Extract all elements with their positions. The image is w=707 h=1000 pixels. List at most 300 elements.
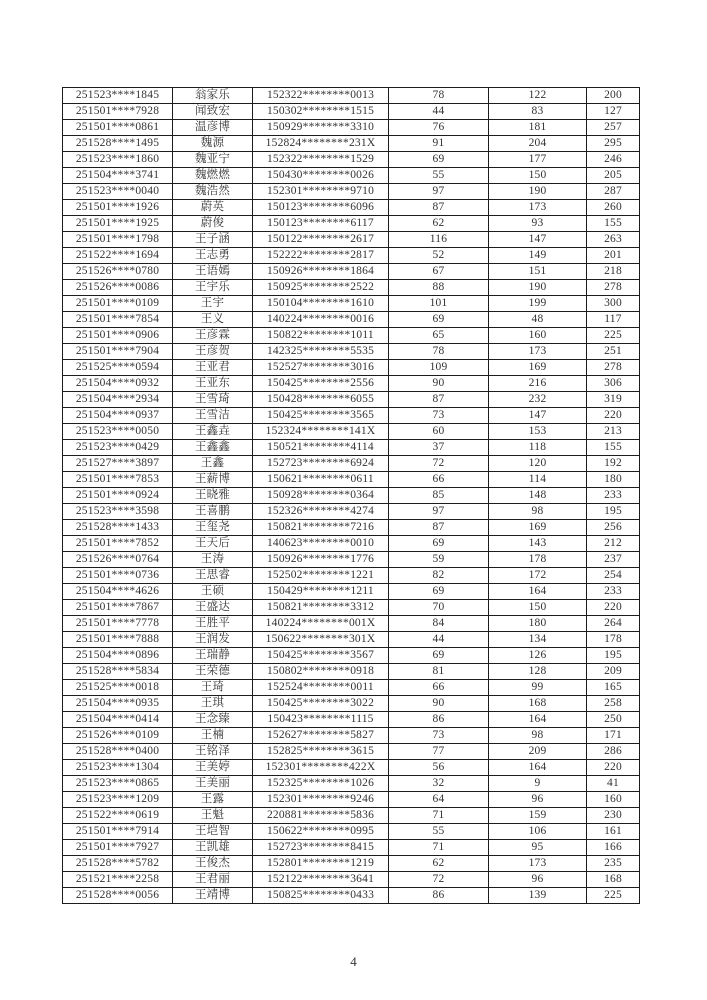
cell-score-1: 72 [389,872,489,888]
cell-score-1: 77 [389,744,489,760]
cell-name: 王美婷 [173,760,253,776]
table-row [63,840,640,856]
cell-score-2: 95 [489,840,587,856]
cell-score-1: 69 [389,536,489,552]
cell-name: 王宇 [173,296,253,312]
cell-score-2: 96 [489,792,587,808]
cell-name: 王宇乐 [173,280,253,296]
cell-score-2: 190 [489,184,587,200]
cell-score-1: 97 [389,184,489,200]
cell-score-2: 98 [489,504,587,520]
cell-total: 200 [587,88,640,104]
cell-score-1: 88 [389,280,489,296]
table-row [63,744,640,760]
cell-total: 205 [587,168,640,184]
cell-name: 王垲智 [173,824,253,840]
table-row [63,632,640,648]
cell-name: 王鑫鑫 [173,440,253,456]
table-row [63,856,640,872]
cell-score-1: 44 [389,104,489,120]
cell-id-number: 152301********9246 [253,792,389,808]
cell-id-number: 150622********301X [253,632,389,648]
cell-exam-id: 251501****7904 [63,344,173,360]
cell-score-1: 87 [389,520,489,536]
cell-score-2: 114 [489,472,587,488]
cell-total: 209 [587,664,640,680]
cell-name: 王薪博 [173,472,253,488]
cell-score-1: 73 [389,408,489,424]
cell-score-1: 90 [389,376,489,392]
cell-score-2: 173 [489,200,587,216]
cell-name: 王彦霖 [173,328,253,344]
cell-exam-id: 251527****3897 [63,456,173,472]
cell-total: 319 [587,392,640,408]
cell-id-number: 152324********141X [253,424,389,440]
cell-id-number: 152723********6924 [253,456,389,472]
cell-id-number: 140623********0010 [253,536,389,552]
cell-total: 254 [587,568,640,584]
table-row [63,136,640,152]
cell-score-1: 32 [389,776,489,792]
table-row [63,536,640,552]
table-row [63,280,640,296]
cell-score-2: 150 [489,168,587,184]
cell-score-2: 178 [489,552,587,568]
cell-score-2: 209 [489,744,587,760]
cell-score-2: 216 [489,376,587,392]
cell-name: 王喜鹏 [173,504,253,520]
cell-score-2: 148 [489,488,587,504]
cell-total: 168 [587,872,640,888]
cell-score-1: 97 [389,504,489,520]
cell-score-2: 139 [489,888,587,904]
cell-id-number: 150425********3022 [253,696,389,712]
cell-score-2: 147 [489,232,587,248]
cell-score-1: 65 [389,328,489,344]
cell-name: 魏浩然 [173,184,253,200]
cell-name: 王鑫垚 [173,424,253,440]
cell-score-2: 99 [489,680,587,696]
table-row [63,408,640,424]
cell-score-2: 180 [489,616,587,632]
cell-name: 王志勇 [173,248,253,264]
table-row [63,616,640,632]
table-row [63,120,640,136]
cell-exam-id: 251528****5782 [63,856,173,872]
cell-exam-id: 251501****1926 [63,200,173,216]
cell-id-number: 152301********422X [253,760,389,776]
cell-score-2: 126 [489,648,587,664]
cell-score-2: 199 [489,296,587,312]
table-row [63,264,640,280]
table-row [63,168,640,184]
cell-name: 蔚英 [173,200,253,216]
cell-exam-id: 251523****1209 [63,792,173,808]
cell-score-1: 86 [389,888,489,904]
cell-name: 王子涵 [173,232,253,248]
cell-name: 王雪琦 [173,392,253,408]
page-number: 4 [350,954,357,969]
cell-exam-id: 251523****0865 [63,776,173,792]
cell-total: 306 [587,376,640,392]
cell-id-number: 152723********8415 [253,840,389,856]
cell-total: 220 [587,408,640,424]
cell-score-1: 52 [389,248,489,264]
cell-exam-id: 251501****0109 [63,296,173,312]
cell-name: 王胜平 [173,616,253,632]
cell-id-number: 152322********0013 [253,88,389,104]
cell-id-number: 150621********0611 [253,472,389,488]
cell-exam-id: 251501****7927 [63,840,173,856]
cell-total: 225 [587,328,640,344]
table-row [63,456,640,472]
cell-id-number: 152825********3615 [253,744,389,760]
cell-total: 201 [587,248,640,264]
cell-score-1: 62 [389,856,489,872]
cell-name: 王硕 [173,584,253,600]
table-row [63,824,640,840]
cell-name: 王鑫 [173,456,253,472]
cell-score-1: 71 [389,808,489,824]
cell-id-number: 152326********4274 [253,504,389,520]
cell-exam-id: 251523****0050 [63,424,173,440]
table-row [63,392,640,408]
cell-name: 王君丽 [173,872,253,888]
cell-score-2: 128 [489,664,587,680]
cell-exam-id: 251528****1495 [63,136,173,152]
table-row [63,664,640,680]
cell-score-2: 169 [489,360,587,376]
cell-exam-id: 251526****0764 [63,552,173,568]
cell-name: 王琪 [173,696,253,712]
cell-total: 171 [587,728,640,744]
cell-score-2: 204 [489,136,587,152]
cell-total: 127 [587,104,640,120]
cell-exam-id: 251501****0906 [63,328,173,344]
cell-exam-id: 251522****1694 [63,248,173,264]
cell-exam-id: 251526****0086 [63,280,173,296]
cell-score-1: 87 [389,200,489,216]
cell-total: 233 [587,488,640,504]
cell-name: 魏燃燃 [173,168,253,184]
cell-name: 王晓雅 [173,488,253,504]
cell-score-1: 84 [389,616,489,632]
cell-exam-id: 251526****0109 [63,728,173,744]
cell-id-number: 152222********2817 [253,248,389,264]
cell-score-1: 91 [389,136,489,152]
cell-score-2: 149 [489,248,587,264]
cell-id-number: 152301********9710 [253,184,389,200]
cell-score-1: 82 [389,568,489,584]
cell-score-2: 169 [489,520,587,536]
cell-id-number: 140224********0016 [253,312,389,328]
table-row [63,872,640,888]
cell-total: 257 [587,120,640,136]
cell-score-1: 69 [389,584,489,600]
cell-score-2: 106 [489,824,587,840]
cell-exam-id: 251523****0040 [63,184,173,200]
cell-total: 264 [587,616,640,632]
cell-exam-id: 251523****0429 [63,440,173,456]
cell-id-number: 150122********2617 [253,232,389,248]
cell-score-2: 160 [489,328,587,344]
cell-name: 王美丽 [173,776,253,792]
cell-id-number: 150429********1211 [253,584,389,600]
cell-exam-id: 251525****0018 [63,680,173,696]
cell-exam-id: 251528****0400 [63,744,173,760]
cell-total: 195 [587,504,640,520]
cell-score-2: 173 [489,344,587,360]
cell-exam-id: 251526****0780 [63,264,173,280]
cell-name: 王润发 [173,632,253,648]
cell-score-2: 153 [489,424,587,440]
cell-score-2: 150 [489,600,587,616]
cell-id-number: 150425********2556 [253,376,389,392]
cell-score-1: 116 [389,232,489,248]
cell-name: 王靖博 [173,888,253,904]
cell-score-1: 69 [389,312,489,328]
cell-exam-id: 251528****5834 [63,664,173,680]
score-table [62,87,640,904]
table-row [63,88,640,104]
cell-score-1: 64 [389,792,489,808]
cell-exam-id: 251528****0056 [63,888,173,904]
cell-id-number: 152527********3016 [253,360,389,376]
cell-total: 263 [587,232,640,248]
table-row [63,104,640,120]
cell-id-number: 152524********0011 [253,680,389,696]
cell-score-1: 85 [389,488,489,504]
cell-total: 180 [587,472,640,488]
cell-score-2: 164 [489,760,587,776]
cell-score-2: 118 [489,440,587,456]
cell-name: 王语嫣 [173,264,253,280]
cell-name: 王思睿 [173,568,253,584]
cell-exam-id: 251501****7852 [63,536,173,552]
cell-exam-id: 251528****1433 [63,520,173,536]
cell-id-number: 152824********231X [253,136,389,152]
cell-id-number: 152322********1529 [253,152,389,168]
cell-name: 王亚君 [173,360,253,376]
cell-score-1: 81 [389,664,489,680]
table-row [63,472,640,488]
cell-total: 258 [587,696,640,712]
table-row [63,200,640,216]
table-row [63,808,640,824]
cell-score-1: 37 [389,440,489,456]
cell-name: 翁家乐 [173,88,253,104]
cell-score-1: 70 [389,600,489,616]
cell-id-number: 150925********2522 [253,280,389,296]
cell-score-1: 109 [389,360,489,376]
cell-exam-id: 251504****3741 [63,168,173,184]
cell-exam-id: 251501****1798 [63,232,173,248]
cell-score-2: 151 [489,264,587,280]
cell-id-number: 150821********7216 [253,520,389,536]
table-row [63,296,640,312]
cell-score-1: 55 [389,168,489,184]
cell-id-number: 150928********0364 [253,488,389,504]
cell-exam-id: 251501****0861 [63,120,173,136]
cell-name: 魏亚宁 [173,152,253,168]
cell-exam-id: 251504****0937 [63,408,173,424]
cell-total: 250 [587,712,640,728]
cell-score-2: 190 [489,280,587,296]
cell-name: 王彦贺 [173,344,253,360]
cell-score-1: 78 [389,344,489,360]
cell-score-1: 59 [389,552,489,568]
table-row [63,792,640,808]
cell-id-number: 150123********6096 [253,200,389,216]
cell-exam-id: 251522****0619 [63,808,173,824]
cell-name: 王盛达 [173,600,253,616]
cell-exam-id: 251501****1925 [63,216,173,232]
cell-score-1: 69 [389,648,489,664]
table-row [63,312,640,328]
cell-total: 117 [587,312,640,328]
cell-total: 260 [587,200,640,216]
cell-score-2: 93 [489,216,587,232]
table-row [63,568,640,584]
table-row [63,248,640,264]
cell-score-1: 69 [389,152,489,168]
table-row [63,728,640,744]
cell-total: 178 [587,632,640,648]
table-row [63,344,640,360]
cell-id-number: 150428********6055 [253,392,389,408]
cell-name: 王俊杰 [173,856,253,872]
cell-score-1: 87 [389,392,489,408]
cell-name: 王涛 [173,552,253,568]
cell-score-1: 76 [389,120,489,136]
table-row [63,680,640,696]
cell-score-1: 56 [389,760,489,776]
cell-score-2: 9 [489,776,587,792]
cell-score-1: 72 [389,456,489,472]
cell-total: 192 [587,456,640,472]
cell-score-1: 60 [389,424,489,440]
cell-score-1: 66 [389,472,489,488]
cell-id-number: 150926********1776 [253,552,389,568]
cell-name: 王亚东 [173,376,253,392]
cell-score-2: 173 [489,856,587,872]
cell-total: 300 [587,296,640,312]
cell-total: 213 [587,424,640,440]
cell-id-number: 150104********1610 [253,296,389,312]
table-row [63,424,640,440]
cell-name: 闻致宏 [173,104,253,120]
cell-score-2: 96 [489,872,587,888]
cell-score-1: 67 [389,264,489,280]
table-row [63,376,640,392]
table-row [63,584,640,600]
table-row [63,152,640,168]
cell-exam-id: 251523****3598 [63,504,173,520]
cell-id-number: 152627********5827 [253,728,389,744]
cell-score-1: 62 [389,216,489,232]
cell-name: 王念臻 [173,712,253,728]
cell-score-2: 172 [489,568,587,584]
cell-score-2: 48 [489,312,587,328]
cell-name: 王瑞静 [173,648,253,664]
table-row [63,888,640,904]
cell-score-2: 164 [489,712,587,728]
cell-exam-id: 251504****0932 [63,376,173,392]
cell-score-1: 86 [389,712,489,728]
cell-name: 王楠 [173,728,253,744]
cell-id-number: 150302********1515 [253,104,389,120]
cell-id-number: 150423********1115 [253,712,389,728]
cell-exam-id: 251501****0736 [63,568,173,584]
cell-score-2: 143 [489,536,587,552]
cell-total: 287 [587,184,640,200]
cell-exam-id: 251523****1860 [63,152,173,168]
cell-score-1: 90 [389,696,489,712]
cell-total: 278 [587,360,640,376]
cell-exam-id: 251521****2258 [63,872,173,888]
cell-total: 295 [587,136,640,152]
table-row [63,760,640,776]
cell-exam-id: 251501****7867 [63,600,173,616]
cell-score-1: 73 [389,728,489,744]
cell-total: 161 [587,824,640,840]
cell-exam-id: 251504****0935 [63,696,173,712]
cell-score-2: 181 [489,120,587,136]
cell-exam-id: 251504****0414 [63,712,173,728]
cell-exam-id: 251504****2934 [63,392,173,408]
cell-name: 王雪洁 [173,408,253,424]
cell-exam-id: 251525****0594 [63,360,173,376]
cell-score-1: 66 [389,680,489,696]
cell-score-1: 101 [389,296,489,312]
cell-total: 278 [587,280,640,296]
cell-total: 41 [587,776,640,792]
cell-total: 286 [587,744,640,760]
cell-total: 246 [587,152,640,168]
cell-id-number: 150929********3310 [253,120,389,136]
cell-id-number: 150822********1011 [253,328,389,344]
cell-exam-id: 251504****4626 [63,584,173,600]
cell-id-number: 152502********1221 [253,568,389,584]
cell-id-number: 220881********5836 [253,808,389,824]
cell-score-2: 98 [489,728,587,744]
cell-exam-id: 251501****7888 [63,632,173,648]
cell-total: 225 [587,888,640,904]
cell-id-number: 150926********1864 [253,264,389,280]
cell-name: 魏源 [173,136,253,152]
cell-id-number: 152801********1219 [253,856,389,872]
cell-name: 王凯雄 [173,840,253,856]
cell-name: 王露 [173,792,253,808]
cell-score-2: 134 [489,632,587,648]
cell-total: 218 [587,264,640,280]
cell-id-number: 150821********3312 [253,600,389,616]
cell-total: 230 [587,808,640,824]
table-row [63,696,640,712]
cell-id-number: 140224********001X [253,616,389,632]
cell-name: 王义 [173,312,253,328]
cell-total: 256 [587,520,640,536]
table-row [63,504,640,520]
cell-name: 温彦博 [173,120,253,136]
cell-id-number: 150123********6117 [253,216,389,232]
cell-total: 195 [587,648,640,664]
cell-total: 155 [587,440,640,456]
table-row [63,776,640,792]
cell-exam-id: 251523****1845 [63,88,173,104]
table-row [63,232,640,248]
cell-score-2: 177 [489,152,587,168]
